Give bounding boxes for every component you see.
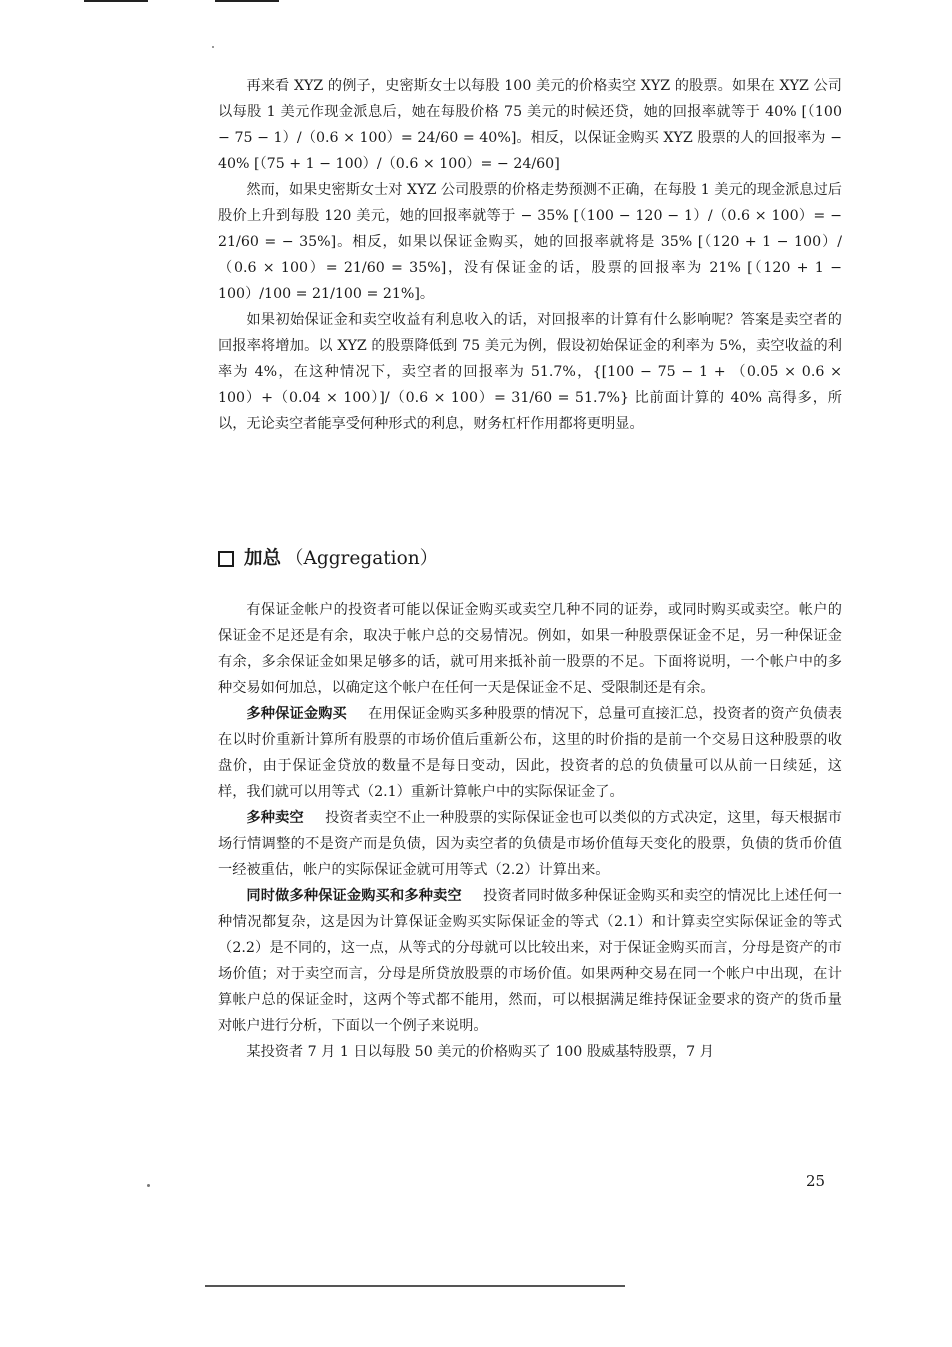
text-block-top — [218, 73, 842, 437]
scan-speck — [147, 1184, 150, 1187]
section-title: 加总 — [244, 548, 282, 569]
section-heading — [218, 546, 438, 572]
section-subtitle: （Aggregation） — [285, 548, 439, 569]
paragraph — [218, 805, 842, 883]
paragraph-text: 投资者同时做多种保证金购买和卖空的情况比上述任何一种情况都复杂，这是因为计算保证金购买实际保证金的等式（2.1）和计算卖空实际保证金的等式（2.2）是不同的，这一点，从等式的分母就可以比较出来，对于保证金购买而言，分母是资产的市场价值；对于卖空而言，分母是所贷放股票的市场价值。如果两种交易在同一个帐户中出现，在计算帐户总的保证金时，这两个等式都不能用，然而，可以根据满足维持保证金要求的资产的货币量对帐户进行分析，下面以一个例子来说明。 — [218, 888, 842, 1034]
paragraph-text: 在用保证金购买多种股票的情况下，总量可直接汇总，投资者的资产负债表在以时价重新计算所有股票的市场价值后重新公布，这里的时价指的是前一个交易日这种股票的收盘价，由于保证金贷放的数量不是每日变动，因此，投资者的总的负债量可以从前一日续延，这样，我们就可以用等式（2.1）重新计算帐户中的实际保证金了。 — [218, 706, 842, 800]
paragraph: 再来看 XYZ 的例子，史密斯女士以每股 100 美元的价格卖空 XYZ 的股票。如果在 XYZ 公司以每股 1 美元作现金派息后，她在每股价格 75 美元的时候还贷，她的回报率就等于 40% [（100 − 75 − 1）/（0.6 × 100）= 24/60 = 40%]。相反，以保证金购买 XYZ 股票的人的回报率为 − 40% [（75 + 1 − 100）/（0.6 × 100）= − 24/60] — [218, 78, 842, 172]
run-in-heading: 多种卖空 — [246, 810, 304, 826]
paragraph — [218, 597, 842, 701]
checkbox-square-icon — [218, 551, 234, 567]
top-rule-left — [84, 0, 148, 2]
run-in-heading: 多种保证金购买 — [246, 706, 347, 722]
paragraph: 如果初始保证金和卖空收益有利息收入的话，对回报率的计算有什么影响呢？答案是卖空者的回报率将增加。以 XYZ 的股票降低到 75 美元为例，假设初始保证金的利率为 5%，卖空收益的利率为 4%，在这种情况下，卖空者的回报率为 51.7%，{[100 − 75 − 1 + （0.05 × 0.6 × 100）+（0.04 × 100）]/（0.6 × 100）= 31/60 = 51.7%} 比前面计算的 40% 高得多，所以，无论卖空者能享受何种形式的利息，财务杠杆作用都将更明显。 — [218, 312, 842, 432]
bottom-rule — [205, 1285, 625, 1287]
paragraph — [218, 1039, 842, 1065]
paragraph — [218, 883, 842, 1039]
text-block-section — [218, 597, 842, 1065]
run-in-heading: 同时做多种保证金购买和多种卖空 — [246, 888, 462, 904]
scan-speck — [212, 46, 214, 48]
paragraph — [218, 701, 842, 805]
paragraph: 然而，如果史密斯女士对 XYZ 公司股票的价格走势预测不正确，在每股 1 美元的现金派息过后股价上升到每股 120 美元，她的回报率就等于 − 35% [（100 − 120 − 1）/（0.6 × 100）= − 21/60 = − 35%]。相反，如果以保证金购买，她的回报率就将是 35% [（120 + 1 − 100）/（0.6 × 100）= 21/60 = 35%]，没有保证金的话，股票的回报率为 21% [（120 + 1 − 100）/100 = 21/100 = 21%]。 — [218, 182, 842, 302]
paragraph-text: 有保证金帐户的投资者可能以保证金购买或卖空几种不同的证券，或同时购买或卖空。帐户的保证金不足还是有余，取决于帐户总的交易情况。例如，如果一种股票保证金不足，另一种保证金有余，多余保证金如果足够多的话，就可用来抵补前一股票的不足。下面将说明，一个帐户中的多种交易如何加总，以确定这个帐户在任何一天是保证金不足、受限制还是有余。 — [218, 602, 842, 696]
paragraph-text: 投资者卖空不止一种股票的实际保证金也可以类似的方式决定，这里，每天根据市场行情调整的不是资产而是负债，因为卖空者的负债是市场价值每天变化的股票，负债的货币价值一经被重估，帐户的实际保证金就可用等式（2.2）计算出来。 — [218, 810, 842, 878]
top-rule-right — [215, 0, 279, 2]
paragraph-text: 某投资者 7 月 1 日以每股 50 美元的价格购买了 100 股威基特股票，7 月 — [246, 1044, 714, 1060]
page-number: 25 — [806, 1172, 826, 1190]
